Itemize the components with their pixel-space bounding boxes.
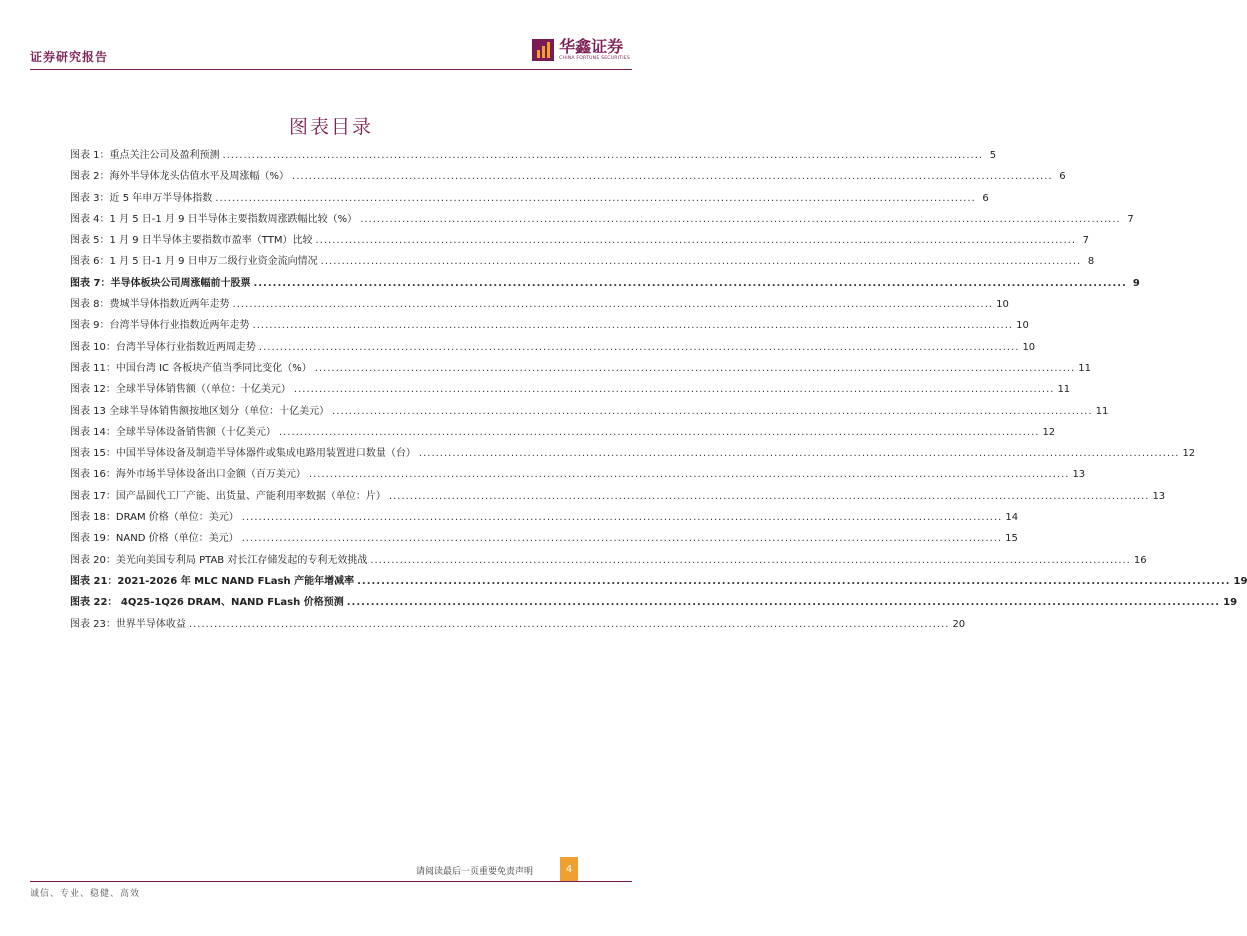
toc-entry[interactable]: [70, 423, 1056, 444]
toc-entry-label: 图表 15：中国半导体设备及制造半导体器件或集成电路用装置进口数量（台）: [70, 448, 416, 460]
toc-entry-page: 19: [1233, 575, 1247, 587]
toc-entry-page: 14: [1005, 512, 1019, 524]
toc-leader-dots: [347, 597, 1220, 608]
toc-leader-dots: [315, 363, 1076, 374]
toc-leader-dots: [189, 619, 950, 630]
toc-leader-dots: [419, 448, 1180, 459]
toc-leader-dots: [332, 406, 1093, 417]
toc-entry-page: 10: [1022, 341, 1036, 353]
toc-leader-dots: [242, 512, 1003, 523]
toc-leader-dots: [242, 533, 1003, 544]
toc-entry-page: 13: [1152, 490, 1166, 502]
toc-entry-label: 图表 10：台湾半导体行业指数近两周走势: [70, 341, 256, 353]
toc-entry-page: 11: [1095, 405, 1109, 417]
toc-entry-page: 6: [982, 192, 989, 204]
toc-entry-label: 图表 18：DRAM 价格（单位：美元）: [70, 512, 239, 524]
toc-leader-dots: [233, 299, 994, 310]
toc-leader-dots: [253, 320, 1014, 331]
toc-entry-label: 图表 20：美光向美国专利局 PTAB 对长江存储发起的专利无效挑战: [70, 554, 368, 566]
header-divider: [30, 69, 632, 70]
toc-entry-label: 图表 8：费城半导体指数近两年走势: [70, 299, 230, 311]
brand-name-en: CHINA FORTUNE SECURITIES: [559, 56, 630, 61]
disclaimer-note: 请阅读最后一页重要免责声明: [416, 867, 534, 877]
toc-entry-label: 图表 14：全球半导体设备销售额（十亿美元）: [70, 426, 276, 438]
toc-entry[interactable]: [70, 615, 966, 636]
toc-entry-label: 图表 16：海外市场半导体设备出口金额（百万美元）: [70, 469, 306, 481]
toc-entry-page: 15: [1005, 533, 1018, 545]
toc-list: [70, 146, 1247, 636]
toc-leader-dots: [279, 427, 1040, 438]
toc-entry[interactable]: [70, 551, 1147, 572]
toc-entry-label: 图表 22： 4Q25-1Q26 DRAM、NAND FLash 价格预测: [70, 597, 344, 609]
toc-entry-page: 8: [1087, 256, 1095, 268]
toc-entry-label: 图表 5：1 月 9 日半导体主要指数市盈率（TTM）比较: [70, 235, 313, 247]
toc-entry-label: 图表 23：世界半导体收益: [70, 618, 186, 630]
toc-leader-dots: [389, 491, 1150, 502]
toc-entry-label: 图表 2：海外半导体龙头估值水平及周涨幅（%）: [70, 171, 290, 183]
page-number: 4: [560, 857, 578, 882]
toc-entry-label: 图表 21：2021-2026 年 MLC NAND FLash 产能年增减率: [70, 575, 355, 587]
toc-entry[interactable]: [70, 146, 997, 167]
toc-leader-dots: [259, 342, 1020, 353]
toc-entry-page: 9: [1132, 277, 1140, 289]
toc-leader-dots: [370, 555, 1131, 566]
toc-entry[interactable]: [70, 189, 989, 210]
toc-leader-dots: [223, 150, 984, 161]
toc-entry-label: 图表 6：1 月 5 日-1 月 9 日申万二级行业资金流向情况: [70, 256, 318, 268]
toc-entry[interactable]: [70, 295, 1009, 316]
toc-entry-page: 5: [989, 150, 997, 161]
toc-entry[interactable]: [70, 359, 1091, 380]
toc-leader-dots: [357, 576, 1230, 587]
toc-entry-label: 图表 12：全球半导体销售额（（单位：十亿美元）: [70, 384, 291, 396]
toc-entry[interactable]: [70, 252, 1095, 273]
company-motto: 诚信、专业、稳健、高效: [30, 889, 141, 899]
report-type-label: 证券研究报告: [30, 50, 109, 64]
toc-entry-page: 10: [1016, 320, 1029, 332]
page-header: [30, 36, 630, 72]
toc-entry-page: 7: [1082, 235, 1090, 247]
toc-leader-dots: [215, 193, 976, 204]
toc-entry[interactable]: [70, 338, 1036, 359]
toc-entry[interactable]: [70, 316, 1029, 337]
brand-text: [559, 38, 630, 62]
toc-leader-dots: [360, 214, 1121, 225]
toc-entry-page: 13: [1072, 469, 1086, 481]
toc-entry-label: 图表 7：半导体板块公司周涨幅前十股票: [70, 277, 251, 289]
toc-entry-page: 16: [1133, 554, 1147, 566]
toc-entry-label: 图表 11：中国台湾 IC 各板块产值当季同比变化（%）: [70, 362, 312, 374]
toc-entry-page: 7: [1127, 213, 1134, 225]
toc-entry[interactable]: [70, 487, 1166, 508]
toc-entry[interactable]: [70, 444, 1196, 465]
toc-entry-label: 图表 19：NAND 价格（单位：美元）: [70, 533, 239, 545]
toc-entry[interactable]: [70, 274, 1140, 295]
toc-entry[interactable]: [70, 593, 1238, 614]
toc-entry-label: 图表 17：国产晶圆代工厂产能、出货量、产能利用率数据（单位：片）: [70, 490, 386, 502]
toc-entry-label: 图表 3：近 5 年申万半导体指数: [70, 192, 213, 204]
toc-entry-label: 图表 9：台湾半导体行业指数近两年走势: [70, 320, 250, 332]
toc-entry-page: 19: [1223, 597, 1238, 609]
toc-entry[interactable]: [70, 508, 1019, 529]
logo-icon: [532, 39, 554, 61]
toc-entry-page: 11: [1078, 362, 1091, 374]
toc-entry-label: 图表 13 全球半导体销售额按地区划分（单位：十亿美元）: [70, 405, 330, 417]
toc-entry-page: 20: [952, 618, 966, 630]
toc-entry-label: 图表 4：1 月 5 日-1 月 9 日半导体主要指数周涨跌幅比较（%）: [70, 213, 358, 225]
toc-entry-page: 11: [1057, 384, 1071, 396]
brand-logo: [532, 38, 630, 62]
toc-entry-page: 6: [1059, 171, 1066, 183]
toc-leader-dots: [292, 171, 1053, 182]
toc-leader-dots: [253, 278, 1126, 289]
footer-divider: [30, 881, 632, 882]
toc-entry-label: 图表 1：重点关注公司及盈利预测: [70, 150, 220, 161]
toc-entry-page: 10: [996, 299, 1009, 311]
brand-name-cn: 华鑫证券: [559, 37, 624, 56]
toc-leader-dots: [309, 469, 1070, 480]
toc-leader-dots: [294, 384, 1055, 395]
toc-entry[interactable]: [70, 529, 1018, 550]
toc-title: 图表目录: [288, 116, 373, 138]
toc-entry[interactable]: [70, 380, 1071, 401]
toc-entry[interactable]: [70, 167, 1066, 188]
toc-leader-dots: [315, 235, 1076, 246]
toc-entry[interactable]: [70, 402, 1109, 423]
toc-entry-page: 12: [1182, 448, 1196, 460]
toc-entry-page: 12: [1042, 426, 1056, 438]
toc-entry[interactable]: [70, 210, 1134, 231]
toc-entry[interactable]: [70, 572, 1247, 593]
toc-entry[interactable]: [70, 231, 1090, 252]
toc-entry[interactable]: [70, 465, 1086, 486]
toc-leader-dots: [321, 256, 1082, 267]
